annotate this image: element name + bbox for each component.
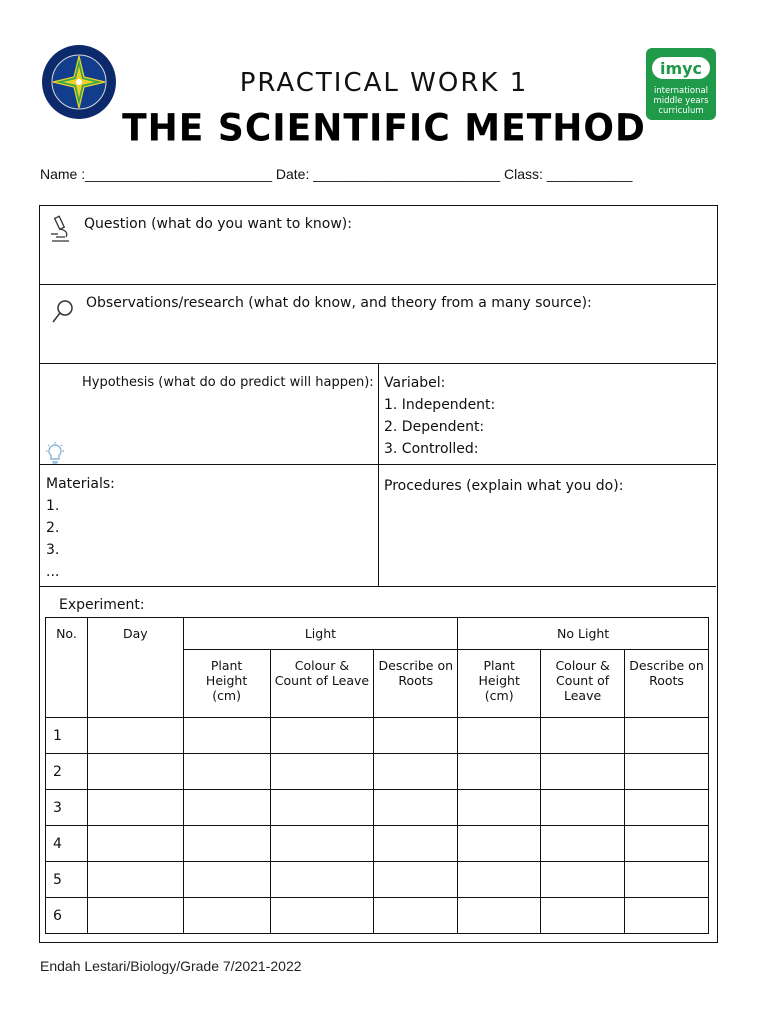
footer-credit: Endah Lestari/Biology/Grade 7/2021-2022 — [40, 958, 302, 974]
table-cell[interactable] — [374, 790, 458, 826]
col-header-no: No. — [46, 618, 88, 718]
experiment-heading: Experiment: — [59, 597, 145, 613]
row-number: 3 — [46, 790, 88, 826]
table-row — [46, 898, 709, 934]
table-cell[interactable] — [183, 718, 270, 754]
table-cell[interactable] — [183, 754, 270, 790]
student-info-line — [40, 166, 632, 182]
materials-section[interactable] — [46, 473, 366, 583]
table-cell[interactable] — [87, 826, 183, 862]
imyc-line3: curriculum — [658, 106, 704, 116]
table-cell[interactable] — [458, 898, 541, 934]
table-cell[interactable] — [87, 898, 183, 934]
divider-line — [40, 464, 716, 465]
row-number: 6 — [46, 898, 88, 934]
magnifier-icon — [51, 299, 75, 329]
variabel-section[interactable] — [384, 372, 704, 462]
table-row — [46, 862, 709, 898]
table-cell[interactable] — [183, 826, 270, 862]
col-header-nolight-leaves: Colour & Count of Leave — [541, 650, 625, 718]
table-cell[interactable] — [87, 862, 183, 898]
table-cell[interactable] — [374, 862, 458, 898]
imyc-line1: international — [653, 86, 709, 96]
table-row — [46, 718, 709, 754]
table-cell[interactable] — [270, 826, 374, 862]
microscope-icon — [47, 215, 73, 247]
worksheet-title: THE SCIENTIFIC METHOD — [122, 106, 646, 151]
procedures-section[interactable] — [384, 475, 704, 580]
table-cell[interactable] — [458, 826, 541, 862]
table-cell[interactable] — [541, 862, 625, 898]
table-cell[interactable] — [87, 754, 183, 790]
table-cell[interactable] — [625, 718, 709, 754]
col-header-light-height: Plant Height (cm) — [183, 650, 270, 718]
materials-item: ... — [46, 564, 60, 580]
group-header-no-light: No Light — [458, 618, 709, 650]
table-cell[interactable] — [270, 898, 374, 934]
observations-section[interactable] — [40, 285, 716, 363]
row-number: 4 — [46, 826, 88, 862]
materials-item: 3. — [46, 542, 60, 558]
date-label: Date: — [275, 166, 310, 182]
lightbulb-icon — [43, 442, 67, 470]
class-label: Class: — [504, 166, 543, 182]
table-cell[interactable] — [541, 790, 625, 826]
imyc-line2: middle years — [653, 96, 709, 106]
procedures-prompt: Procedures (explain what you do): — [384, 478, 624, 494]
table-row — [46, 826, 709, 862]
table-cell[interactable] — [541, 718, 625, 754]
table-cell[interactable] — [541, 826, 625, 862]
row-number: 5 — [46, 862, 88, 898]
experiment-table — [45, 617, 709, 934]
col-header-light-leaves: Colour & Count of Leave — [270, 650, 374, 718]
vertical-divider — [378, 364, 379, 586]
table-row — [46, 790, 709, 826]
hypothesis-section[interactable] — [40, 364, 378, 464]
table-cell[interactable] — [458, 862, 541, 898]
question-prompt: Question (what do you want to know): — [84, 216, 352, 232]
table-cell[interactable] — [183, 790, 270, 826]
materials-item: 2. — [46, 520, 60, 536]
table-cell[interactable] — [374, 718, 458, 754]
table-cell[interactable] — [87, 718, 183, 754]
table-cell[interactable] — [458, 790, 541, 826]
name-label: Name : — [40, 166, 86, 182]
materials-item: 1. — [46, 498, 60, 514]
table-cell[interactable] — [183, 898, 270, 934]
table-cell[interactable] — [87, 790, 183, 826]
class-blank[interactable]: ___________ — [546, 166, 633, 182]
date-blank[interactable]: ________________________ — [313, 166, 501, 182]
variabel-heading: Variabel: — [384, 375, 446, 391]
worksheet-subtitle: PRACTICAL WORK 1 — [239, 68, 529, 98]
imyc-brand-text: imyc — [659, 59, 703, 78]
row-number: 2 — [46, 754, 88, 790]
divider-line — [40, 586, 716, 587]
row-number: 1 — [46, 718, 88, 754]
col-header-nolight-height: Plant Height (cm) — [458, 650, 541, 718]
table-cell[interactable] — [270, 862, 374, 898]
observations-prompt: Observations/research (what do know, and theory from a many source): — [86, 295, 592, 311]
table-cell[interactable] — [625, 754, 709, 790]
table-cell[interactable] — [541, 754, 625, 790]
table-cell[interactable] — [374, 898, 458, 934]
table-cell[interactable] — [270, 790, 374, 826]
table-cell[interactable] — [458, 754, 541, 790]
table-cell[interactable] — [270, 754, 374, 790]
name-blank[interactable]: ________________________ — [85, 166, 272, 182]
table-cell[interactable] — [183, 862, 270, 898]
table-row — [46, 754, 709, 790]
question-section[interactable] — [40, 206, 716, 284]
variabel-independent: 1. Independent: — [384, 397, 496, 413]
table-cell[interactable] — [458, 718, 541, 754]
table-cell[interactable] — [625, 898, 709, 934]
variabel-dependent: 2. Dependent: — [384, 419, 485, 435]
materials-heading: Materials: — [46, 476, 115, 492]
hypothesis-prompt: Hypothesis (what do do predict will happen): — [82, 375, 374, 390]
table-cell[interactable] — [270, 718, 374, 754]
col-header-light-roots: Describe on Roots — [374, 650, 458, 718]
table-cell[interactable] — [374, 754, 458, 790]
imyc-logo — [646, 48, 716, 120]
col-header-nolight-roots: Describe on Roots — [625, 650, 709, 718]
table-cell[interactable] — [625, 826, 709, 862]
table-cell[interactable] — [541, 898, 625, 934]
table-cell[interactable] — [374, 826, 458, 862]
group-header-light: Light — [183, 618, 458, 650]
table-cell[interactable] — [625, 790, 709, 826]
table-cell[interactable] — [625, 862, 709, 898]
school-crest-logo — [41, 44, 117, 120]
col-header-day: Day — [87, 618, 183, 718]
variabel-controlled: 3. Controlled: — [384, 441, 479, 457]
